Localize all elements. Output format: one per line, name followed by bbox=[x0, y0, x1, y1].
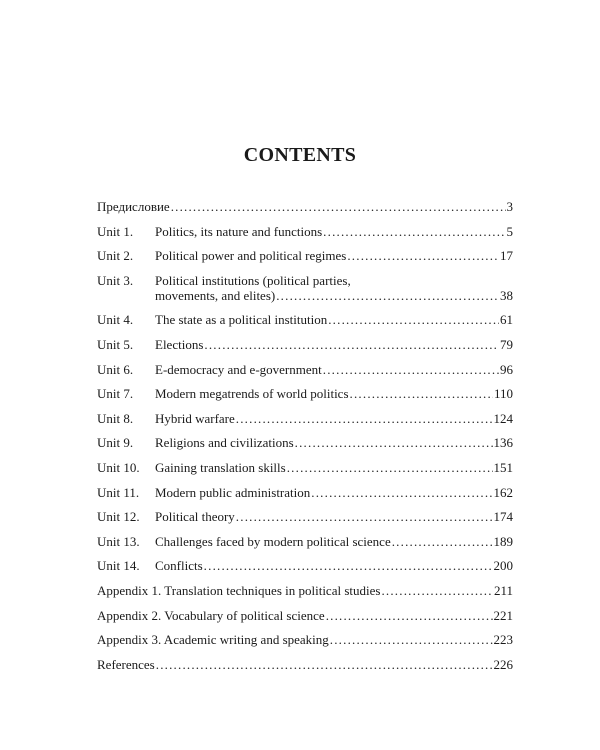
toc-page-number: 151 bbox=[493, 459, 513, 475]
toc-entry[interactable] bbox=[97, 632, 513, 657]
toc-unit-number: Unit 2. bbox=[97, 248, 134, 264]
toc-entry[interactable] bbox=[97, 312, 513, 337]
toc-entry[interactable] bbox=[97, 248, 513, 273]
dot-leader bbox=[171, 199, 506, 214]
dot-leader bbox=[326, 608, 493, 623]
toc-unit-number: Unit 13. bbox=[97, 533, 140, 549]
toc-entry[interactable] bbox=[97, 608, 513, 633]
table-of-contents bbox=[97, 199, 513, 681]
toc-page-number: 110 bbox=[493, 386, 513, 402]
toc-entry[interactable] bbox=[97, 362, 513, 387]
toc-entry-title: Political institutions (political parties, bbox=[155, 272, 351, 288]
toc-entry-title: Conflicts bbox=[155, 558, 203, 574]
toc-unit-number: Unit 7. bbox=[97, 386, 134, 402]
toc-entry-title: Religions and civilizations bbox=[155, 435, 294, 451]
toc-entry-title: movements, and elites) bbox=[155, 287, 276, 303]
toc-unit-number: Unit 12. bbox=[97, 509, 140, 525]
dot-leader bbox=[323, 224, 505, 239]
dot-leader bbox=[156, 657, 493, 672]
toc-unit-number: Unit 3. bbox=[97, 272, 134, 288]
dot-leader bbox=[350, 386, 493, 401]
toc-entry[interactable] bbox=[97, 337, 513, 362]
toc-entry-title: References bbox=[97, 656, 155, 672]
toc-page-number: 174 bbox=[493, 509, 513, 525]
toc-page-number: 17 bbox=[500, 248, 513, 264]
dot-leader bbox=[330, 632, 493, 647]
toc-entry-title: Gaining translation skills bbox=[155, 459, 286, 475]
toc-entry-title: E-democracy and e-government bbox=[155, 361, 322, 377]
toc-page-number: 162 bbox=[493, 484, 513, 500]
toc-page-number: 3 bbox=[506, 199, 513, 214]
toc-entry[interactable] bbox=[97, 199, 513, 224]
toc-unit-number: Unit 5. bbox=[97, 336, 134, 352]
toc-entry[interactable] bbox=[97, 509, 513, 534]
toc-entry-title: Appendix 1. Translation techniques in political studies bbox=[97, 582, 381, 598]
toc-entry-title: Political theory bbox=[155, 509, 235, 525]
toc-page-number: 96 bbox=[500, 361, 513, 377]
toc-entry[interactable] bbox=[97, 558, 513, 583]
toc-entry[interactable] bbox=[97, 657, 513, 682]
dot-leader bbox=[295, 435, 493, 450]
toc-entry-title: The state as a political institution bbox=[155, 312, 328, 328]
toc-page-number: 189 bbox=[493, 533, 513, 549]
toc-entry[interactable] bbox=[97, 460, 513, 485]
dot-leader bbox=[287, 460, 493, 475]
toc-entry-title: Предисловие bbox=[97, 199, 170, 214]
toc-entry[interactable] bbox=[97, 273, 513, 313]
toc-page-number: 200 bbox=[493, 558, 513, 574]
toc-entry[interactable] bbox=[97, 411, 513, 436]
toc-entry[interactable] bbox=[97, 583, 513, 608]
dot-leader bbox=[328, 312, 499, 327]
toc-page-number: 226 bbox=[493, 656, 513, 672]
toc-page-number: 79 bbox=[500, 336, 513, 352]
toc-entry-title: Appendix 3. Academic writing and speaking bbox=[97, 632, 329, 648]
toc-page-number: 61 bbox=[500, 312, 513, 328]
toc-unit-number: Unit 1. bbox=[97, 223, 134, 239]
toc-entry-title: Modern megatrends of world politics bbox=[155, 386, 349, 402]
dot-leader bbox=[323, 362, 499, 377]
dot-leader bbox=[392, 534, 493, 549]
toc-unit-number: Unit 10. bbox=[97, 459, 140, 475]
dot-leader bbox=[381, 583, 493, 598]
page-title: CONTENTS bbox=[243, 144, 357, 166]
toc-entry-title: Political power and political regimes bbox=[155, 248, 347, 264]
toc-entry[interactable] bbox=[97, 534, 513, 559]
toc-page-number: 221 bbox=[493, 607, 513, 623]
toc-entry-title: Challenges faced by modern political science bbox=[155, 533, 391, 549]
toc-entry-title: Elections bbox=[155, 336, 204, 352]
toc-page-number: 124 bbox=[493, 410, 513, 426]
toc-page-number: 136 bbox=[493, 435, 513, 451]
toc-entry[interactable] bbox=[97, 485, 513, 510]
toc-unit-number: Unit 11. bbox=[97, 484, 140, 500]
toc-unit-number: Unit 8. bbox=[97, 410, 134, 426]
toc-unit-number: Unit 6. bbox=[97, 361, 134, 377]
toc-entry[interactable] bbox=[97, 224, 513, 249]
dot-leader bbox=[347, 248, 499, 263]
dot-leader bbox=[276, 288, 499, 303]
toc-entry[interactable] bbox=[97, 435, 513, 460]
toc-entry-title: Hybrid warfare bbox=[155, 410, 235, 426]
toc-unit-number: Unit 9. bbox=[97, 435, 134, 451]
dot-leader bbox=[311, 485, 492, 500]
toc-entry[interactable] bbox=[97, 386, 513, 411]
toc-page-number: 38 bbox=[500, 287, 513, 303]
toc-page-number: 223 bbox=[493, 632, 513, 648]
toc-unit-number: Unit 14. bbox=[97, 558, 140, 574]
toc-entry-title: Politics, its nature and functions bbox=[155, 223, 323, 239]
dot-leader bbox=[204, 558, 493, 573]
dot-leader bbox=[204, 337, 499, 352]
toc-page-number: 5 bbox=[506, 223, 513, 239]
dot-leader bbox=[236, 411, 493, 426]
toc-unit-number: Unit 4. bbox=[97, 312, 134, 328]
toc-entry-title: Appendix 2. Vocabulary of political science bbox=[97, 607, 325, 623]
dot-leader bbox=[236, 509, 493, 524]
toc-entry-title: Modern public administration bbox=[155, 484, 311, 500]
toc-page-number: 211 bbox=[493, 582, 513, 598]
